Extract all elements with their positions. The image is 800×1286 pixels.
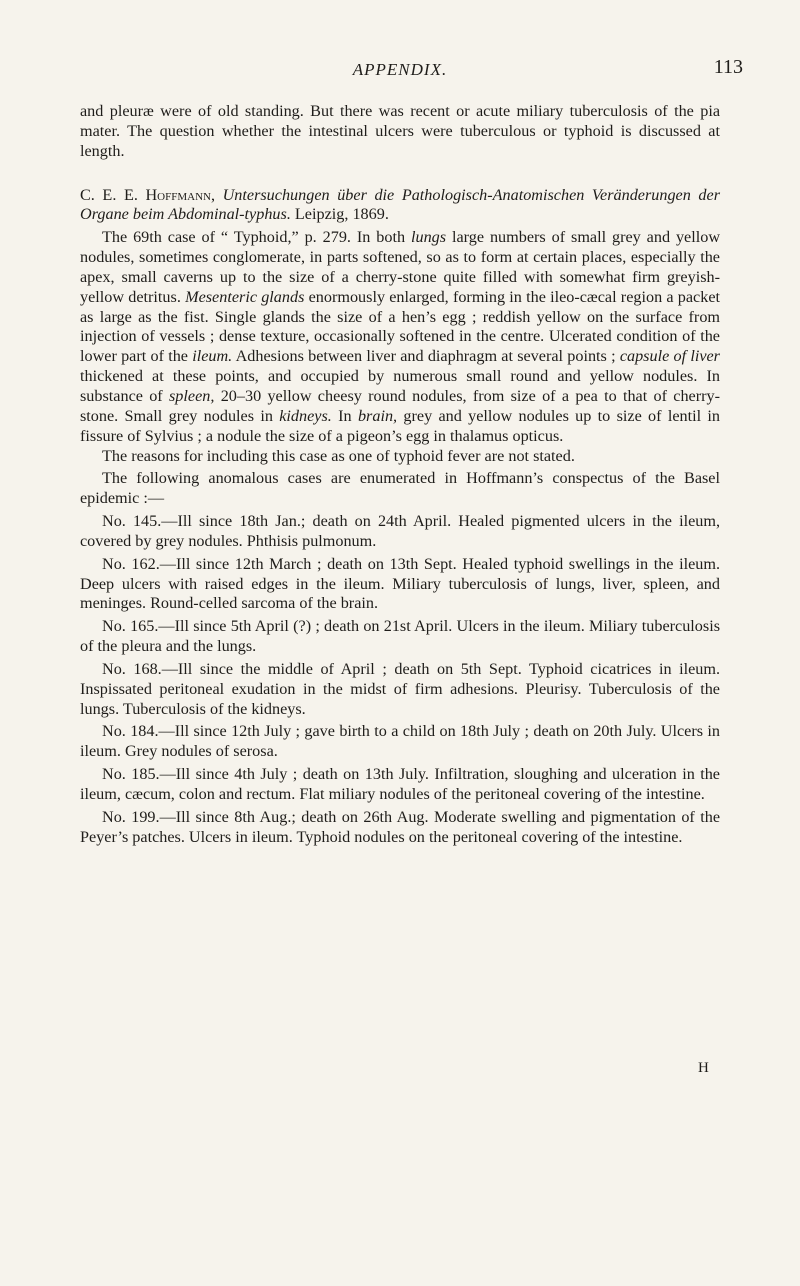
citation: C. E. E. Hoffmann, Untersuchungen über die Pathologisch-Anatomischen Veränderungen der Organe beim Abdominal-typhus. Leipzig, 1869. (80, 185, 720, 224)
running-head: APPENDIX. (352, 60, 448, 79)
case-184: No. 184.—Ill since 12th July ; gave birth to a child on 18th July ; death on 20th July. Ulcers in ileum. Grey nodules of serosa. (80, 722, 720, 761)
term-kidneys: kidneys. (279, 406, 332, 425)
paragraph-reasons: The reasons for including this case as one of typhoid fever are not stated. (102, 446, 575, 465)
paragraph-intro-cases: The following anomalous cases are enumerated in Hoffmann’s conspectus of the Basel epidemic :— (80, 469, 720, 508)
page-number: 113 (713, 56, 743, 78)
signature-mark: H (698, 1060, 709, 1076)
term-brain: brain, (357, 406, 398, 425)
term-lungs: lungs (410, 228, 447, 247)
page-header (0, 56, 800, 86)
citation-title: Untersuchungen über die Pathologisch-Anatomischen Veränderungen der Organe beim Abdominal-typhus. (80, 185, 720, 224)
text-run: large numbers of small grey and yellow nodules, sometimes conglomerate, in parts softened, so as to form at certain places, especially the apex, small caverns up to the size of a cherry-stone quite filled with somewhat firm greyish-yellow detritus. (80, 228, 721, 306)
text-run: The 69th case of “ Typhoid,” p. 279. In both (102, 228, 406, 247)
text-run: 20–30 yellow cheesy round nodules, from size of a pea to that of cherry-stone. Small grey nodules in (80, 386, 721, 425)
term-mesenteric-glands: Mesenteric glands (185, 287, 305, 306)
term-spleen: spleen, (169, 386, 215, 405)
case-69-description (80, 228, 720, 446)
case-199: No. 199.—Ill since 8th Aug.; death on 26th Aug. Moderate swelling and pigmentation of the Peyer’s patches. Ulcers in ileum. Typhoid nodules on the peritoneal covering of the intestine. (80, 807, 720, 846)
term-ileum: ileum. (192, 347, 233, 366)
term-capsule-of-liver: capsule of liver (619, 347, 720, 366)
citation-author: Hoffmann (145, 185, 211, 204)
case-165: No. 165.—Ill since 5th April (?) ; death on 21st April. Ulcers in the ileum. Miliary tuberculosis of the pleura and the lungs. (80, 617, 720, 656)
case-168: No. 168.—Ill since the middle of April ; death on 5th Sept. Typhoid cicatrices in ileum. Inspissated peritoneal exudation in the midst of firm adhesions. Pleurisy. Tuberculosis of the lungs. Tuberculosis of the kidneys. (80, 659, 720, 718)
text-run: grey and yellow nodules up to size of lentil in fissure of Sylvius ; a nodule the size of a pigeon’s egg in thalamus opticus. (80, 406, 721, 445)
text-run: enormously enlarged, forming in the ileo-cæcal region a packet as large as the fist. Single glands the size of a hen’s egg ; reddish yellow on the surface from injection of vessels ; dense texture, occasionally softened in the centre. Ulcerated condition of the lower part of the (80, 287, 721, 366)
body-text (80, 102, 720, 848)
case-162: No. 162.—Ill since 12th March ; death on 13th Sept. Healed typhoid swellings in the ileum. Deep ulcers with raised edges in the ileum. Miliary tuberculosis of lungs, liver, spleen, and meninges. Round-celled sarcoma of the brain. (80, 554, 720, 613)
case-185: No. 185.—Ill since 4th July ; death on 13th July. Infiltration, sloughing and ulceration in the ileum, cæcum, colon and rectum. Flat miliary nodules of the peritoneal covering of the intestine. (80, 765, 720, 803)
text-run: Adhesions between liver and diaphragm at several points ; (235, 347, 616, 366)
citation-place-year: Leipzig, 1869. (294, 205, 389, 224)
case-145: No. 145.—Ill since 18th Jan.; death on 24th April. Healed pigmented ulcers in the ileum, covered by grey nodules. Phthisis pulmonum. (80, 512, 720, 550)
citation-initials: C. E. E. (80, 185, 138, 204)
text-run: In (338, 406, 352, 425)
text-run: thickened at these points, and occupied by numerous small round and yellow nodules. In substance of (80, 367, 720, 405)
paragraph-continuation: and pleuræ were of old standing. But there was recent or acute miliary tuberculosis of the pia mater. The question whether the intestinal ulcers were tuberculous or typhoid is discussed at length. (80, 102, 720, 160)
